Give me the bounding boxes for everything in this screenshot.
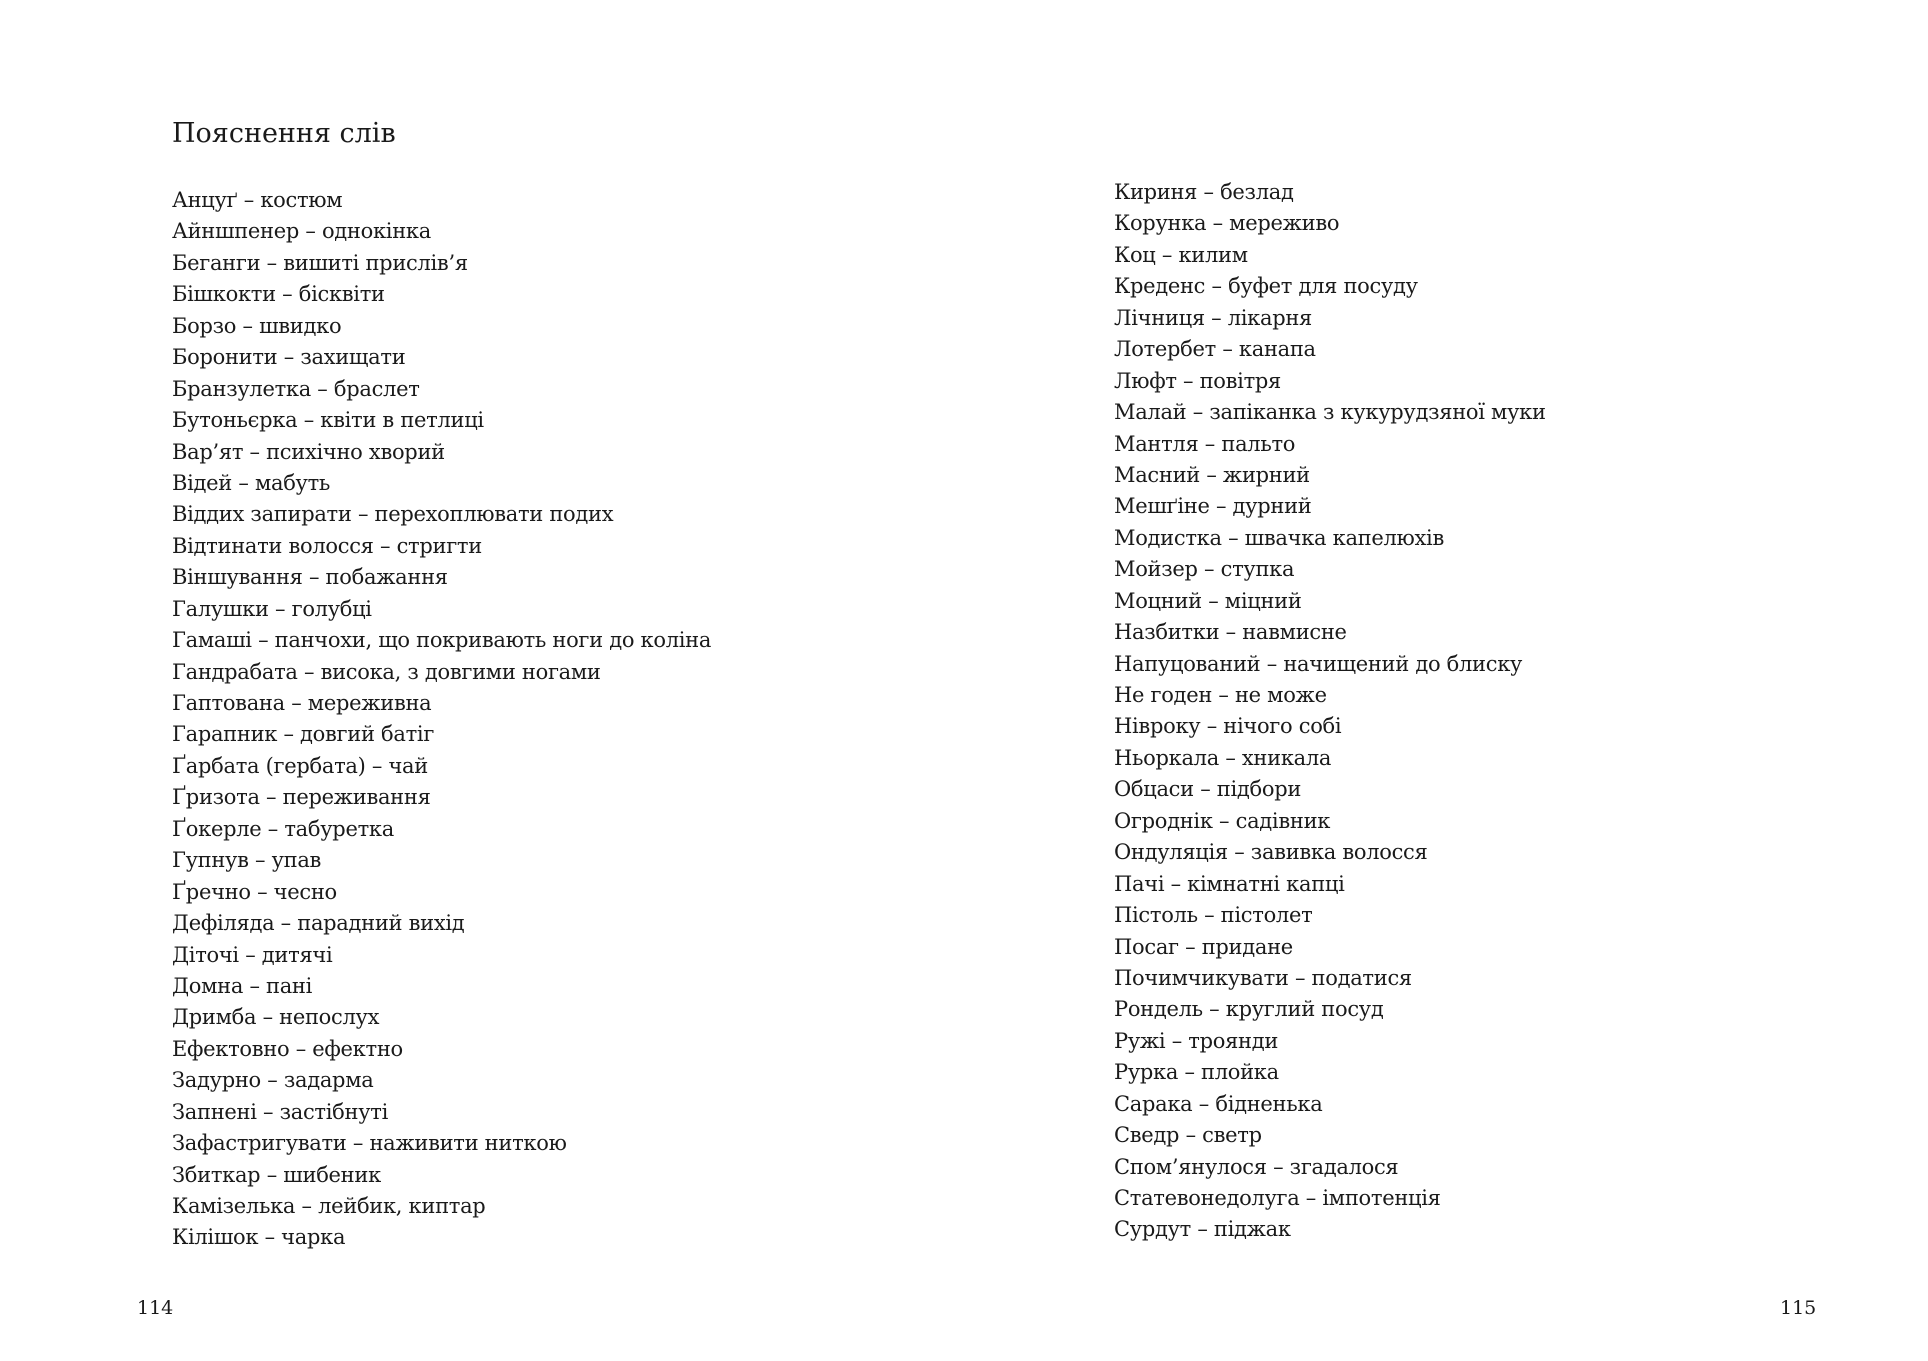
- glossary-entry: Мантля – пальто: [1114, 431, 1296, 456]
- glossary-entry: Ґризота – переживання: [172, 785, 431, 810]
- glossary-entry: Айншпенер – однокінка: [172, 219, 431, 244]
- glossary-entry: Гамаші – панчохи, що покривають ноги до коліна: [172, 628, 712, 653]
- glossary-entry: Малай – запіканка з кукурудзяної муки: [1114, 400, 1546, 425]
- glossary-entry: Ефектовно – ефектно: [172, 1036, 403, 1061]
- glossary-entry: Запнені – застібнуті: [172, 1099, 388, 1124]
- glossary-entry: Статевонедолуга – імпотенція: [1114, 1186, 1441, 1210]
- glossary-entry: Лотербет – канапа: [1114, 337, 1316, 362]
- glossary-entry: Камізелька – лейбик, киптар: [172, 1194, 486, 1218]
- glossary-entry: Віддих запирати – перехоплювати подих: [172, 502, 614, 527]
- glossary-entry: Спом’янулося – згадалося: [1114, 1154, 1399, 1179]
- page-number-left: 114: [137, 1297, 174, 1319]
- glossary-entry: Моцний – міцний: [1114, 588, 1302, 613]
- glossary-entry: Ґарбата (гербата) – чай: [172, 753, 428, 778]
- glossary-entry: Коц – килим: [1114, 242, 1248, 267]
- glossary-entry: Не годен – не може: [1114, 683, 1327, 707]
- glossary-entry: Збиткар – шибеник: [172, 1162, 381, 1187]
- glossary-entry: Гаптована – мереживна: [172, 691, 432, 715]
- glossary-entry: Рондель – круглий посуд: [1114, 997, 1384, 1022]
- glossary-entry: Модистка – швачка капелюхів: [1114, 525, 1444, 550]
- glossary-entry: Сурдут – піджак: [1114, 1217, 1291, 1242]
- glossary-entry: Зафастригувати – наживити ниткою: [172, 1131, 567, 1156]
- page-number-right: 115: [1780, 1297, 1817, 1319]
- glossary-entry: Люфт – повітря: [1114, 368, 1281, 393]
- glossary-entry: Дримба – непослух: [172, 1005, 380, 1030]
- glossary-entry: Масний – жирний: [1114, 462, 1310, 487]
- glossary-entry: Почимчикувати – податися: [1114, 965, 1412, 990]
- glossary-entry: Відтинати волосся – стригти: [172, 533, 482, 558]
- glossary-entry: Анцуґ – костюм: [172, 188, 343, 212]
- glossary-entry: Бранзулетка – браслет: [172, 376, 420, 401]
- glossary-entry: Пачі – кімнатні капці: [1114, 871, 1345, 896]
- glossary-entry: Огроднік – садівник: [1114, 808, 1331, 833]
- glossary-entry: Відей – мабуть: [172, 470, 331, 495]
- glossary-entry: Посаг – придане: [1114, 934, 1293, 959]
- glossary-list-right: [1114, 177, 1546, 1246]
- glossary-entry: Ньоркала – хникала: [1114, 745, 1332, 770]
- glossary-entry: Гупнув – упав: [172, 848, 322, 873]
- glossary-entry: Обцаси – підбори: [1114, 777, 1302, 802]
- glossary-entry: Діточі – дитячі: [172, 942, 333, 967]
- glossary-entry: Нівроку – нічого собі: [1114, 714, 1342, 739]
- glossary-entry: Задурно – задарма: [172, 1068, 374, 1093]
- glossary-entry: Домна – пані: [172, 973, 313, 998]
- glossary-entry: Креденс – буфет для посуду: [1114, 274, 1418, 299]
- glossary-entry: Сарака – бідненька: [1114, 1091, 1323, 1116]
- glossary-entry: Рурка – плойка: [1114, 1060, 1279, 1085]
- right-page: [964, 0, 1928, 1361]
- glossary-entry: Дефіляда – парадний вихід: [172, 911, 465, 936]
- glossary-entry: Бутоньєрка – квіти в петлиці: [172, 408, 484, 433]
- glossary-entry: Беганги – вишиті прислів’я: [172, 250, 468, 275]
- page-heading: Пояснення слів: [172, 118, 396, 149]
- glossary-entry: Ондуляція – завивка волосся: [1114, 840, 1428, 865]
- glossary-entry: Сведр – светр: [1114, 1123, 1262, 1148]
- glossary-entry: Ружі – троянди: [1114, 1028, 1279, 1053]
- glossary-entry: Назбитки – навмисне: [1114, 620, 1347, 645]
- glossary-entry: Кириня – безлад: [1114, 180, 1294, 204]
- glossary-entry: Корунка – мереживо: [1114, 211, 1340, 236]
- glossary-entry: Ґокерле – табуретка: [172, 816, 394, 841]
- glossary-entry: Вар’ят – психічно хворий: [172, 439, 445, 464]
- glossary-entry: Гарапник – довгий батіг: [172, 722, 435, 747]
- glossary-entry: Мешґіне – дурний: [1114, 494, 1312, 519]
- glossary-entry: Лічниця – лікарня: [1114, 305, 1313, 330]
- glossary-entry: Віншування – побажання: [172, 565, 448, 590]
- glossary-entry: Боронити – захищати: [172, 345, 406, 370]
- glossary-entry: Пістоль – пістолет: [1114, 903, 1313, 928]
- glossary-entry: Гандрабата – висока, з довгими ногами: [172, 659, 601, 684]
- glossary-list-left: [172, 185, 711, 1254]
- glossary-entry: Ґречно – чесно: [172, 879, 337, 904]
- glossary-entry: Бішкокти – бісквіти: [172, 282, 385, 307]
- glossary-entry: Галушки – голубці: [172, 596, 372, 621]
- glossary-entry: Борзо – швидко: [172, 313, 342, 338]
- glossary-entry: Мойзер – ступка: [1114, 557, 1295, 582]
- glossary-entry: Напуцований – начищений до блиску: [1114, 651, 1523, 676]
- glossary-entry: Кілішок – чарка: [172, 1225, 346, 1250]
